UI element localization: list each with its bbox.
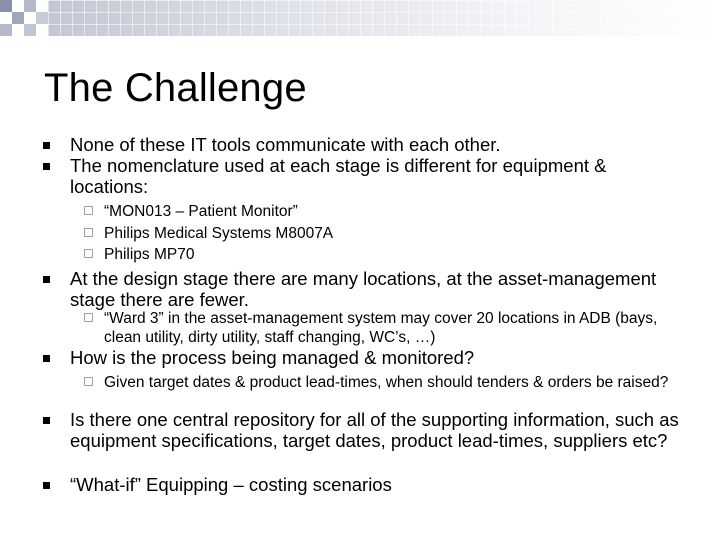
hollow-square-bullet-icon	[84, 377, 93, 386]
square-bullet-icon	[43, 355, 50, 362]
hollow-square-bullet-icon	[84, 228, 93, 237]
square-bullet-icon	[43, 417, 50, 424]
header-corner-pattern	[0, 0, 48, 36]
sub-list-item: Given target dates & product lead-times, when should tenders & orders be raised?	[104, 373, 684, 392]
hollow-square-bullet-icon	[84, 206, 93, 215]
sub-list-item: Philips MP70	[104, 245, 684, 264]
sub-list-item: “MON013 – Patient Monitor”	[104, 202, 684, 221]
header-band-grid	[48, 0, 720, 36]
list-item: Is there one central repository for all of the supporting information, such as equipment specifications, target dates, product lead-times, suppliers etc?	[70, 409, 680, 451]
list-item: None of these IT tools communicate with each other.	[70, 134, 680, 155]
square-bullet-icon	[43, 163, 50, 170]
sub-list-item: Philips Medical Systems M8007A	[104, 224, 684, 243]
hollow-square-bullet-icon	[84, 249, 93, 258]
list-item: At the design stage there are many locations, at the asset-management stage there are fewer.	[70, 268, 680, 310]
square-bullet-icon	[43, 142, 50, 149]
list-item: The nomenclature used at each stage is different for equipment & locations:	[70, 155, 680, 197]
slide-title: The Challenge	[44, 66, 307, 110]
list-item: How is the process being managed & monitored?	[70, 347, 680, 368]
hollow-square-bullet-icon	[84, 313, 93, 322]
square-bullet-icon	[43, 276, 50, 283]
sub-list-item: “Ward 3” in the asset-management system may cover 20 locations in ADB (bays, clean utility, dirty utility, staff changing, WC’s, …)	[104, 309, 684, 347]
square-bullet-icon	[43, 482, 50, 489]
list-item: “What-if” Equipping – costing scenarios	[70, 474, 680, 495]
